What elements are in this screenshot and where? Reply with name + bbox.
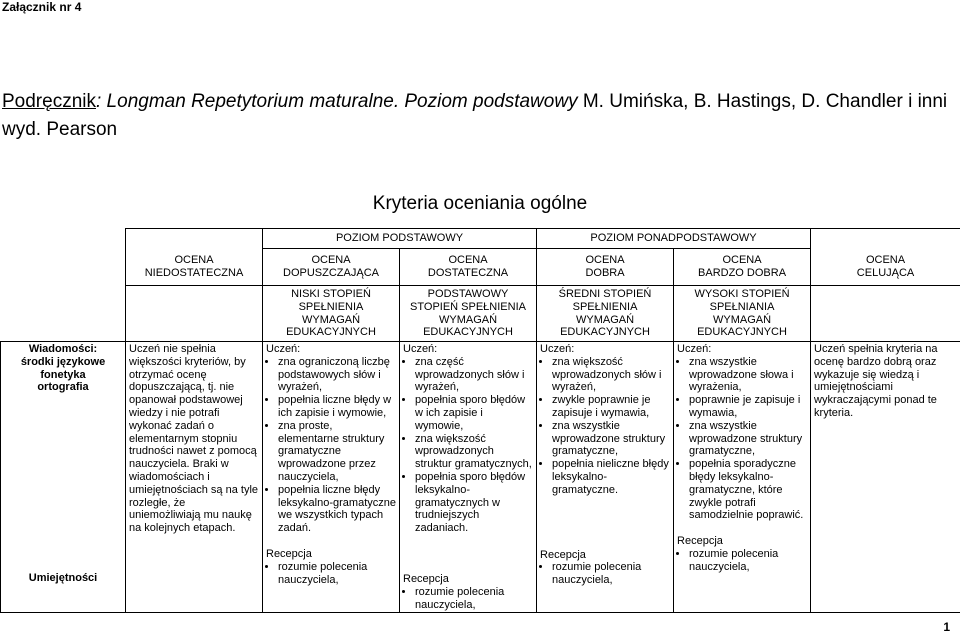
req-line: EDUKACYJNYCH bbox=[423, 326, 513, 339]
recepcja-heading: Recepcja bbox=[403, 572, 449, 585]
requirement-basic bbox=[400, 286, 537, 342]
bardzo-dobra-criteria bbox=[674, 342, 811, 613]
list-item: • popełnia liczne błędy w ich zapisie i wymowie, bbox=[278, 394, 396, 420]
recepcja-list bbox=[540, 561, 670, 587]
requirement-low bbox=[263, 286, 400, 342]
textbook-label: Podręcznik bbox=[2, 91, 96, 112]
grade-row bbox=[1, 249, 960, 286]
grade-name: NIEDOSTATECZNA bbox=[144, 266, 244, 279]
list-item: • zna wszystkie wprowadzone struktury gramatyczne, bbox=[689, 420, 807, 458]
textbook-info bbox=[2, 88, 952, 144]
side-labels bbox=[1, 342, 126, 613]
corner-cell bbox=[1, 249, 126, 286]
criteria-list bbox=[403, 356, 533, 535]
niedostateczna-description: Uczeń nie spełnia większości kryteriów, by otrzymać ocenę dopuszczającą, tj. nie opanował podstawowej wiedzy i nie potrafi wykonać zadań o elementarnym stopniu trudności nawet z pomocą nauczyciela. Braki w wiadomościach i umiejętnościach są na tyle rozległe, że uniemożliwiają mu naukę na kolejnych etapach. bbox=[126, 342, 263, 613]
grade-word: OCENA bbox=[865, 253, 906, 266]
req-line: STOPIEŃ SPEŁNIENIA bbox=[410, 300, 526, 313]
recepcja-list bbox=[266, 561, 396, 587]
list-item: • popełnia sporo błędów w ich zapisie i wymowie, bbox=[415, 394, 533, 432]
grade-word: OCENA bbox=[174, 253, 214, 266]
textbook-title: : Longman Repetytorium maturalne. Poziom podstawowy bbox=[96, 91, 578, 112]
page-title: Kryteria oceniania ogólne bbox=[372, 193, 588, 214]
level-basic: POZIOM PODSTAWOWY bbox=[263, 229, 537, 249]
side-label: Wiadomości: bbox=[28, 343, 98, 355]
req-line: WYMAGAŃ bbox=[712, 313, 772, 326]
corner-cell bbox=[1, 229, 126, 249]
level-empty-cell bbox=[811, 229, 960, 249]
req-line: WYMAGAŃ bbox=[575, 313, 635, 326]
list-item: • zna ograniczoną liczbę podstawowych słów i wyrażeń, bbox=[278, 356, 396, 394]
req-line: EDUKACYJNYCH bbox=[560, 326, 650, 339]
req-line: SPEŁNIANIA bbox=[709, 300, 775, 313]
level-row bbox=[1, 229, 960, 249]
grade-name: CELUJĄCA bbox=[856, 266, 915, 279]
list-item: • popełnia liczne błędy leksykalno-gramatyczne we wszystkich typach zadań. bbox=[278, 484, 396, 535]
criteria-intro: Uczeń: bbox=[403, 343, 438, 355]
celujaca-description: Uczeń spełnia kryteria na ocenę bardzo dobrą oraz wykazuje się wiedzą i umiejętnościami wykraczającymi ponad te kryteria. bbox=[811, 342, 960, 613]
side-knowledge bbox=[4, 343, 122, 394]
req-line: WYMAGAŃ bbox=[438, 313, 498, 326]
criteria-list bbox=[540, 356, 670, 497]
dostateczna-criteria bbox=[400, 342, 537, 613]
requirement-row bbox=[1, 286, 960, 342]
list-item: • zwykle poprawnie je zapisuje i wymawia, bbox=[552, 394, 670, 420]
level-advanced: POZIOM PONADPODSTAWOWY bbox=[537, 229, 811, 249]
recepcja-list bbox=[403, 586, 533, 612]
list-item: • rozumie polecenia nauczyciela, bbox=[278, 561, 396, 587]
grade-name: BARDZO DOBRA bbox=[698, 267, 787, 279]
req-line: NISKI STOPIEŃ bbox=[291, 287, 371, 300]
list-item: • popełnia nieliczne błędy leksykalno-gramatyczne. bbox=[552, 458, 670, 496]
grade-word: OCENA bbox=[722, 254, 762, 267]
side-skills: Umiejętności bbox=[28, 572, 98, 585]
list-item: • poprawnie je zapisuje i wymawia, bbox=[689, 394, 807, 420]
req-line: EDUKACYJNYCH bbox=[697, 326, 787, 339]
corner-cell bbox=[1, 286, 126, 342]
criteria-intro: Uczeń: bbox=[540, 343, 575, 355]
grade-niedostateczna bbox=[126, 249, 263, 286]
list-item: • rozumie polecenia nauczyciela, bbox=[689, 548, 807, 574]
grade-dobra bbox=[537, 249, 674, 286]
list-item: • popełnia sporadyczne błędy leksykalno-gramatyczne, które zwykle potrafi samodzielnie poprawić. bbox=[689, 458, 807, 522]
list-item: • zna większość wprowadzonych struktur gramatycznych, bbox=[415, 433, 533, 471]
criteria-intro: Uczeń: bbox=[677, 343, 712, 355]
recepcja-heading: Recepcja bbox=[677, 535, 723, 548]
side-label: ortografia bbox=[37, 381, 89, 394]
grade-name: DOBRA bbox=[585, 267, 625, 279]
list-item: • zna wszystkie wprowadzone słowa i wyrażenia, bbox=[689, 356, 807, 394]
req-line: SPEŁNIENIA bbox=[572, 300, 638, 313]
req-line: EDUKACYJNYCH bbox=[286, 326, 376, 339]
grade-dopuszczajaca bbox=[263, 249, 400, 286]
req-line: ŚREDNI STOPIEŃ bbox=[558, 287, 652, 300]
req-line: WYMAGAŃ bbox=[301, 313, 361, 326]
list-item: • popełnia sporo błędów leksykalno-gramatycznych w trudniejszych zadaniach. bbox=[415, 471, 533, 535]
grade-word: OCENA bbox=[448, 254, 488, 267]
criteria-intro: Uczeń: bbox=[266, 343, 301, 355]
list-item: • zna większość wprowadzonych słów i wyrażeń, bbox=[552, 356, 670, 394]
requirement-empty-cell bbox=[126, 286, 263, 342]
grade-word: OCENA bbox=[585, 254, 625, 267]
textbook-authors: M. Umińska, B. Hastings, D. Chandler i inni wyd. Pearson bbox=[2, 91, 948, 140]
criteria-table bbox=[0, 228, 960, 613]
level-empty-cell bbox=[126, 229, 263, 249]
req-line: WYSOKI STOPIEŃ bbox=[694, 287, 790, 300]
requirement-high bbox=[674, 286, 811, 342]
grade-celujaca bbox=[811, 249, 960, 286]
req-line: PODSTAWOWY bbox=[427, 287, 509, 300]
recepcja-heading: Recepcja bbox=[266, 547, 312, 560]
requirement-medium bbox=[537, 286, 674, 342]
list-item: • zna część wprowadzonych słów i wyrażeń, bbox=[415, 356, 533, 394]
grade-bardzo-dobra bbox=[674, 249, 811, 286]
req-line: SPEŁNIENIA bbox=[298, 300, 364, 313]
grade-dostateczna bbox=[400, 249, 537, 286]
recepcja-heading: Recepcja bbox=[540, 548, 586, 561]
content-row bbox=[1, 342, 960, 613]
grade-name: DOPUSZCZAJĄCA bbox=[283, 267, 379, 279]
criteria-list bbox=[677, 356, 807, 522]
side-label: środki językowe bbox=[20, 355, 106, 368]
list-item: • rozumie polecenia nauczyciela, bbox=[552, 561, 670, 587]
page-number: 1 bbox=[943, 620, 950, 634]
requirement-empty-cell bbox=[811, 286, 960, 342]
criteria-list bbox=[266, 356, 396, 535]
side-label: fonetyka bbox=[40, 368, 86, 381]
recepcja-list bbox=[677, 548, 807, 574]
list-item: • zna proste, elementarne struktury gramatyczne wprowadzone przez nauczyciela, bbox=[278, 420, 396, 484]
list-item: • zna wszystkie wprowadzone struktury gramatyczne, bbox=[552, 420, 670, 458]
grade-name: DOSTATECZNA bbox=[427, 267, 509, 279]
dobra-criteria bbox=[537, 342, 674, 613]
list-item: • rozumie polecenia nauczyciela, bbox=[415, 586, 533, 612]
dopuszczajaca-criteria bbox=[263, 342, 400, 613]
grade-word: OCENA bbox=[311, 254, 351, 267]
attachment-label: Załącznik nr 4 bbox=[2, 0, 82, 14]
